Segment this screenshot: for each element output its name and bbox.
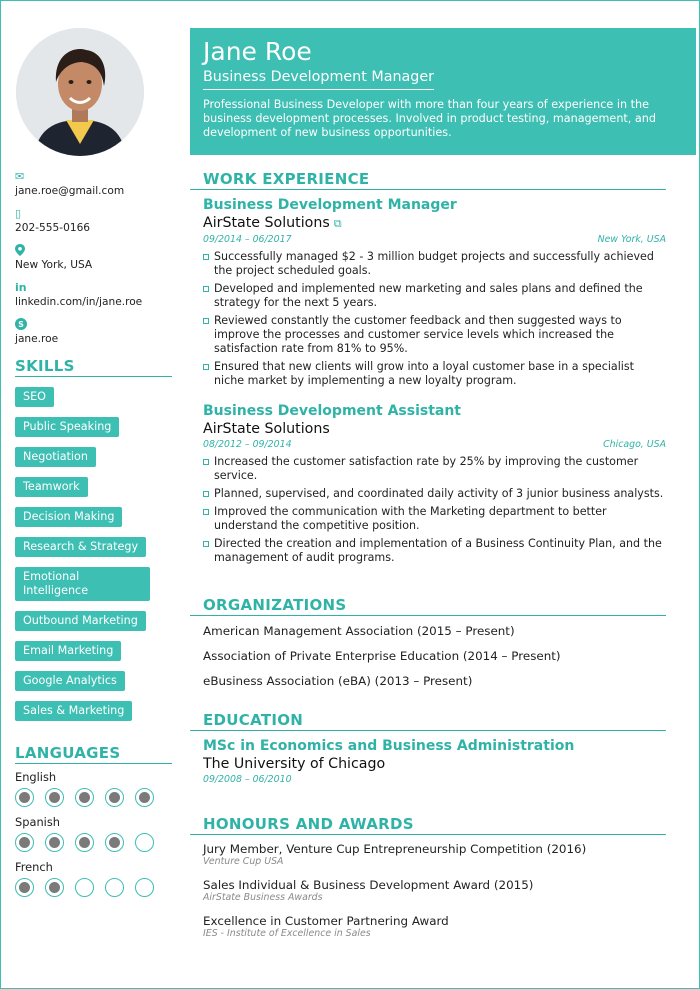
contact-skype-text: jane.roe	[15, 333, 59, 345]
resume-header	[190, 28, 696, 155]
skill-tag: Google Analytics	[15, 671, 125, 691]
job-meta	[203, 438, 666, 452]
avatar	[16, 28, 144, 156]
job-entry	[203, 196, 666, 388]
job-entry	[203, 402, 666, 565]
school-name: The University of Chicago	[203, 756, 386, 772]
contact-linkedin	[15, 281, 173, 318]
degree-title: MSc in Economics and Business Administration	[203, 738, 575, 754]
proficiency-dot-filled	[45, 788, 64, 807]
proficiency-dots	[15, 788, 175, 807]
job-dates: 08/2012 – 09/2014	[203, 439, 292, 450]
contact-location-text: New York, USA	[15, 259, 93, 271]
organizations-section	[203, 596, 666, 699]
job-location: Chicago, USA	[603, 439, 666, 450]
award-issuer: AirState Business Awards	[203, 892, 323, 903]
svg-text:S: S	[18, 320, 24, 329]
proficiency-dot-empty	[135, 878, 154, 897]
proficiency-dot-empty	[75, 878, 94, 897]
award-title: Jury Member, Venture Cup Entrepreneurship Competition (2016)	[203, 842, 587, 856]
candidate-name: Jane Roe	[203, 37, 312, 66]
skill-tag: Public Speaking	[15, 417, 119, 437]
proficiency-dot-filled	[105, 833, 124, 852]
email-icon: ✉	[15, 170, 25, 183]
list-item: Reviewed constantly the customer feedback and then suggested ways to improve the processes and customer service levels which increased the satisfaction rate from 81% to 95%.	[203, 314, 666, 356]
job-meta	[203, 233, 666, 247]
award-issuer: Venture Cup USA	[203, 856, 284, 867]
skill-tag: Research & Strategy	[15, 537, 146, 557]
organizations-heading: ORGANIZATIONS	[190, 596, 666, 616]
skill-tag: Negotiation	[15, 447, 96, 467]
proficiency-dot-filled	[15, 878, 34, 897]
work-experience-section	[203, 170, 666, 569]
education-dates-text: 09/2008 – 06/2010	[203, 774, 292, 785]
skype-icon	[15, 318, 173, 332]
proficiency-dot-filled	[45, 878, 64, 897]
list-item: Increased the customer satisfaction rate by 25% by improving the customer service.	[203, 455, 666, 483]
skill-tag: Outbound Marketing	[15, 611, 146, 631]
education-heading: EDUCATION	[190, 711, 666, 731]
language-item	[15, 770, 175, 815]
language-name: French	[15, 860, 53, 874]
award-item	[203, 842, 666, 868]
phone-icon: ▯	[15, 207, 22, 220]
organization-item: eBusiness Association (eBA) (2013 – Present)	[203, 674, 473, 688]
profile-summary: Professional Business Developer with more than four years of experience in the business development processes. Involved in product testing, management, and development of new business opportunities.	[203, 98, 656, 139]
contact-list	[15, 170, 173, 355]
job-bullets	[203, 455, 666, 565]
job-bullets	[203, 250, 666, 388]
proficiency-dot-filled	[105, 788, 124, 807]
education-dates	[203, 773, 666, 787]
skill-tag: Teamwork	[15, 477, 88, 497]
job-dates: 09/2014 – 06/2017	[203, 234, 292, 245]
contact-email-text[interactable]: jane.roe@gmail.com	[15, 185, 125, 197]
language-item	[15, 815, 175, 860]
list-item: Ensured that new clients will grow into a loyal customer base in a specialist niche market by implementing a new loyalty program.	[203, 360, 666, 388]
skills-list	[15, 387, 175, 731]
proficiency-dots	[15, 878, 175, 897]
profile-photo	[16, 28, 144, 156]
linkedin-icon: in	[15, 281, 27, 294]
proficiency-dot-empty	[135, 833, 154, 852]
contact-linkedin-text[interactable]: linkedin.com/in/jane.roe	[15, 296, 143, 308]
award-title: Sales Individual & Business Development Award (2015)	[203, 878, 534, 892]
job-title: Business Development Assistant	[203, 403, 461, 419]
job-title: Business Development Manager	[203, 197, 457, 213]
organization-item: American Management Association (2015 – Present)	[203, 624, 515, 638]
award-item	[203, 878, 666, 904]
language-name: Spanish	[15, 815, 60, 829]
candidate-title: Business Development Manager	[203, 68, 434, 90]
skill-tag: SEO	[15, 387, 54, 407]
language-name: English	[15, 770, 57, 784]
skill-tag: Emotional Intelligence	[15, 567, 150, 601]
education-section	[203, 711, 666, 787]
proficiency-dots	[15, 833, 175, 852]
contact-email	[15, 170, 173, 207]
awards-section	[203, 815, 666, 940]
proficiency-dot-filled	[75, 788, 94, 807]
list-item: Improved the communication with the Marketing department to better understand the competitive position.	[203, 505, 666, 533]
award-issuer: IES - Institute of Excellence in Sales	[203, 928, 371, 939]
skill-tag: Email Marketing	[15, 641, 121, 661]
languages-heading: LANGUAGES	[15, 744, 172, 764]
location-pin-icon	[15, 244, 173, 258]
contact-phone	[15, 207, 173, 244]
external-link-icon[interactable]: ⧉	[333, 217, 342, 230]
language-item	[15, 860, 175, 905]
contact-phone-text: 202-555-0166	[15, 222, 91, 234]
organization-item: Association of Private Enterprise Education (2014 – Present)	[203, 649, 561, 663]
award-title: Excellence in Customer Partnering Award	[203, 914, 449, 928]
list-item: Successfully managed $2 - 3 million budget projects and successfully achieved the project scheduled goals.	[203, 250, 666, 278]
company-name	[203, 214, 666, 233]
proficiency-dot-filled	[135, 788, 154, 807]
list-item: Planned, supervised, and coordinated daily activity of 3 junior business analysts.	[203, 487, 666, 501]
proficiency-dot-filled	[15, 833, 34, 852]
skill-tag: Sales & Marketing	[15, 701, 132, 721]
job-location: New York, USA	[597, 234, 666, 245]
list-item: Directed the creation and implementation of a Business Continuity Plan, and the management of audit programs.	[203, 537, 666, 565]
list-item: Developed and implemented new marketing and sales plans and defined the strategy for the next 5 years.	[203, 282, 666, 310]
contact-location	[15, 244, 173, 281]
skill-tag: Decision Making	[15, 507, 122, 527]
languages-list	[15, 770, 175, 905]
award-item	[203, 914, 666, 940]
company-name: AirState Solutions	[203, 421, 330, 437]
awards-heading: HONOURS AND AWARDS	[190, 815, 666, 835]
work-experience-heading: WORK EXPERIENCE	[190, 170, 666, 190]
contact-skype	[15, 318, 173, 355]
proficiency-dot-filled	[15, 788, 34, 807]
skills-heading: SKILLS	[15, 357, 172, 377]
proficiency-dot-filled	[45, 833, 64, 852]
proficiency-dot-filled	[75, 833, 94, 852]
proficiency-dot-empty	[105, 878, 124, 897]
company-name-text: AirState Solutions	[203, 215, 330, 231]
